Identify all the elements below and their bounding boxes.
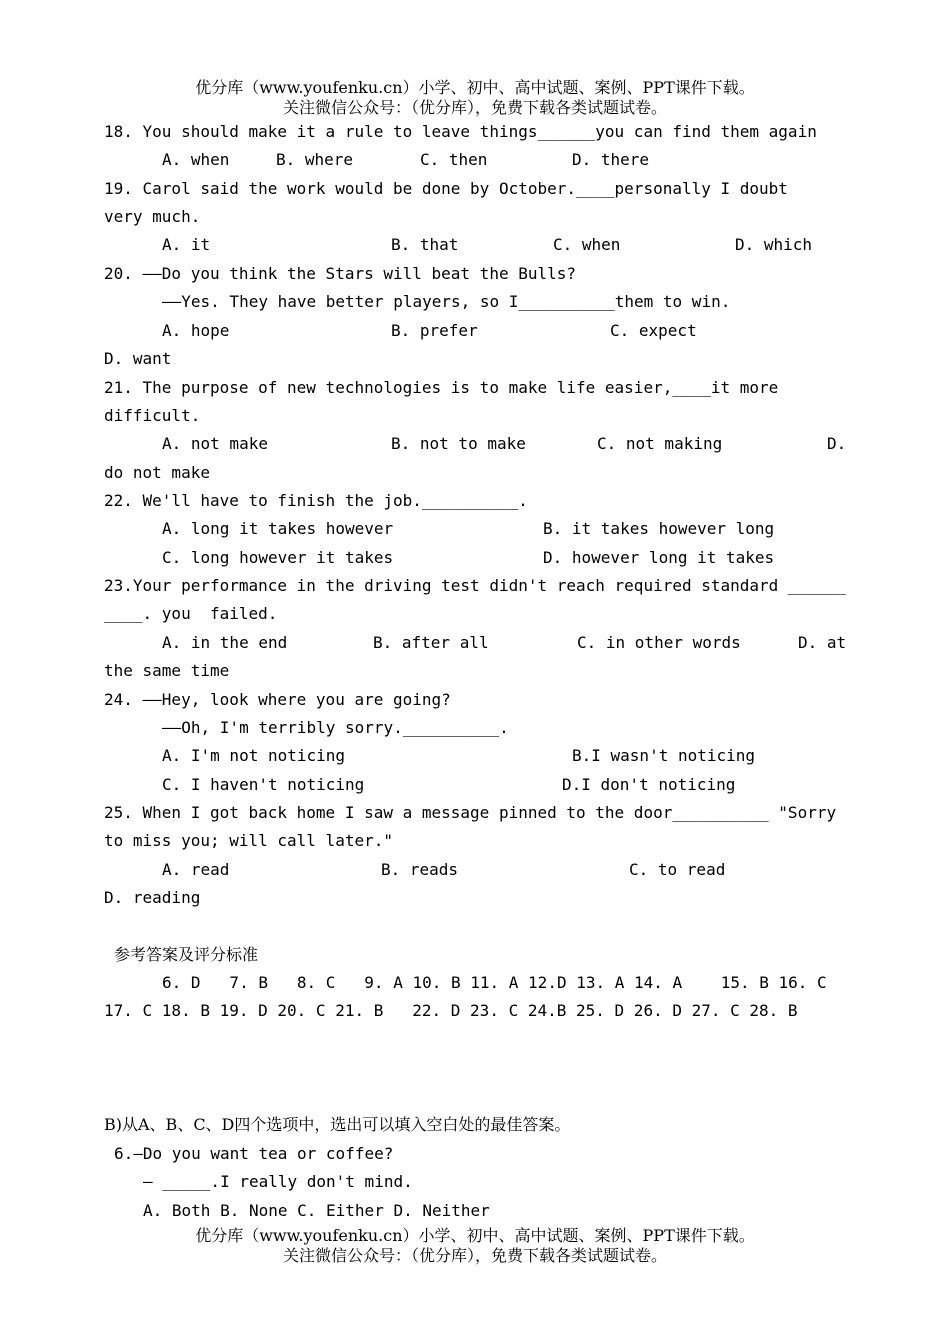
q24-stem-line-1: 24. ——Hey, look where you are going? xyxy=(104,690,451,709)
q22-stem: 22. We'll have to finish the job.__________. xyxy=(104,491,528,510)
header-line-1: 优分库（www.youfenku.cn）小学、初中、高中试题、案例、PPT课件下载。 xyxy=(195,78,755,97)
q19-option-c: C. when xyxy=(553,235,621,254)
q18-option-c: C. then xyxy=(420,150,488,169)
q23-option-d-text: the same time xyxy=(104,661,230,680)
section-b-q6-reply: — _____.I really don't mind. xyxy=(143,1172,413,1191)
q22-option-c: C. long however it takes xyxy=(162,548,394,567)
q24-option-b: B.I wasn't noticing xyxy=(572,746,756,765)
q19-stem-line-1: 19. Carol said the work would be done by October.____personally I doubt xyxy=(104,179,788,198)
q21-option-b: B. not to make xyxy=(391,434,526,453)
q21-option-a: A. not make xyxy=(162,434,268,453)
q25-option-a: A. read xyxy=(162,860,230,879)
header-line-2: 关注微信公众号：（优分库），免费下载各类试题试卷。 xyxy=(282,98,667,117)
q23-option-a: A. in the end xyxy=(162,633,288,652)
answers-title: 参考答案及评分标准 xyxy=(114,945,259,964)
q19-option-a: A. it xyxy=(162,235,211,254)
q23-stem-line-2: ____. you failed. xyxy=(104,604,278,623)
q25-stem-line-2: to miss you; will call later." xyxy=(104,831,393,850)
q21-option-d-text: do not make xyxy=(104,463,210,482)
q25-option-c: C. to read xyxy=(629,860,726,879)
section-b-q6-options: A. Both B. None C. Either D. Neither xyxy=(143,1201,490,1220)
q25-option-d: D. reading xyxy=(104,888,201,907)
q18-option-b: B. where xyxy=(276,150,354,169)
q24-stem-line-2: ——Oh, I'm terribly sorry.__________. xyxy=(162,718,509,737)
q22-option-a: A. long it takes however xyxy=(162,519,394,538)
q19-option-d: D. which xyxy=(735,235,813,254)
q20-option-a: A. hope xyxy=(162,321,230,340)
q20-option-c: C. expect xyxy=(610,321,697,340)
q20-stem-line-2: ——Yes. They have better players, so I__________them to win. xyxy=(162,292,731,311)
q23-option-c: C. in other words xyxy=(577,633,741,652)
section-b-q6-stem: 6.—Do you want tea or coffee? xyxy=(114,1144,394,1163)
q21-option-d-label: D. xyxy=(827,434,847,453)
q24-option-a: A. I'm not noticing xyxy=(162,746,346,765)
footer-line-1: 优分库（www.youfenku.cn）小学、初中、高中试题、案例、PPT课件下载。 xyxy=(195,1226,755,1245)
q18-option-d: D. there xyxy=(572,150,650,169)
q22-option-d: D. however long it takes xyxy=(543,548,775,567)
q24-option-d: D.I don't noticing xyxy=(562,775,736,794)
q24-option-c: C. I haven't noticing xyxy=(162,775,365,794)
q23-stem-line-1: 23.Your performance in the driving test didn't reach required standard ______ xyxy=(104,576,846,595)
q18-option-a: A. when xyxy=(162,150,230,169)
answers-line-2: 17. C 18. B 19. D 20. C 21. B 22. D 23. C 24.B 25. D 26. D 27. C 28. B xyxy=(104,1001,798,1020)
q25-option-b: B. reads xyxy=(381,860,459,879)
answers-line-1: 6. D 7. B 8. C 9. A 10. B 11. A 12.D 13. A 14. A 15. B 16. C xyxy=(162,973,827,992)
q19-option-b: B. that xyxy=(391,235,459,254)
q20-option-d: D. want xyxy=(104,349,172,368)
footer-line-2: 关注微信公众号：（优分库），免费下载各类试题试卷。 xyxy=(282,1246,667,1265)
q23-option-d-label: D. at xyxy=(798,633,847,652)
q19-stem-line-2: very much. xyxy=(104,207,201,226)
q21-stem-line-1: 21. The purpose of new technologies is to make life easier,____it more xyxy=(104,378,779,397)
section-b-instruction: B)从A、B、C、D四个选项中，选出可以填入空白处的最佳答案。 xyxy=(104,1115,571,1134)
q23-option-b: B. after all xyxy=(373,633,489,652)
q20-stem-line-1: 20. ——Do you think the Stars will beat the Bulls? xyxy=(104,264,577,283)
q21-stem-line-2: difficult. xyxy=(104,406,201,425)
q20-option-b: B. prefer xyxy=(391,321,478,340)
q18-stem: 18. You should make it a rule to leave things______you can find them again xyxy=(104,122,817,141)
q25-stem-line-1: 25. When I got back home I saw a message pinned to the door__________ "Sorry xyxy=(104,803,837,822)
q22-option-b: B. it takes however long xyxy=(543,519,775,538)
q21-option-c: C. not making xyxy=(597,434,723,453)
